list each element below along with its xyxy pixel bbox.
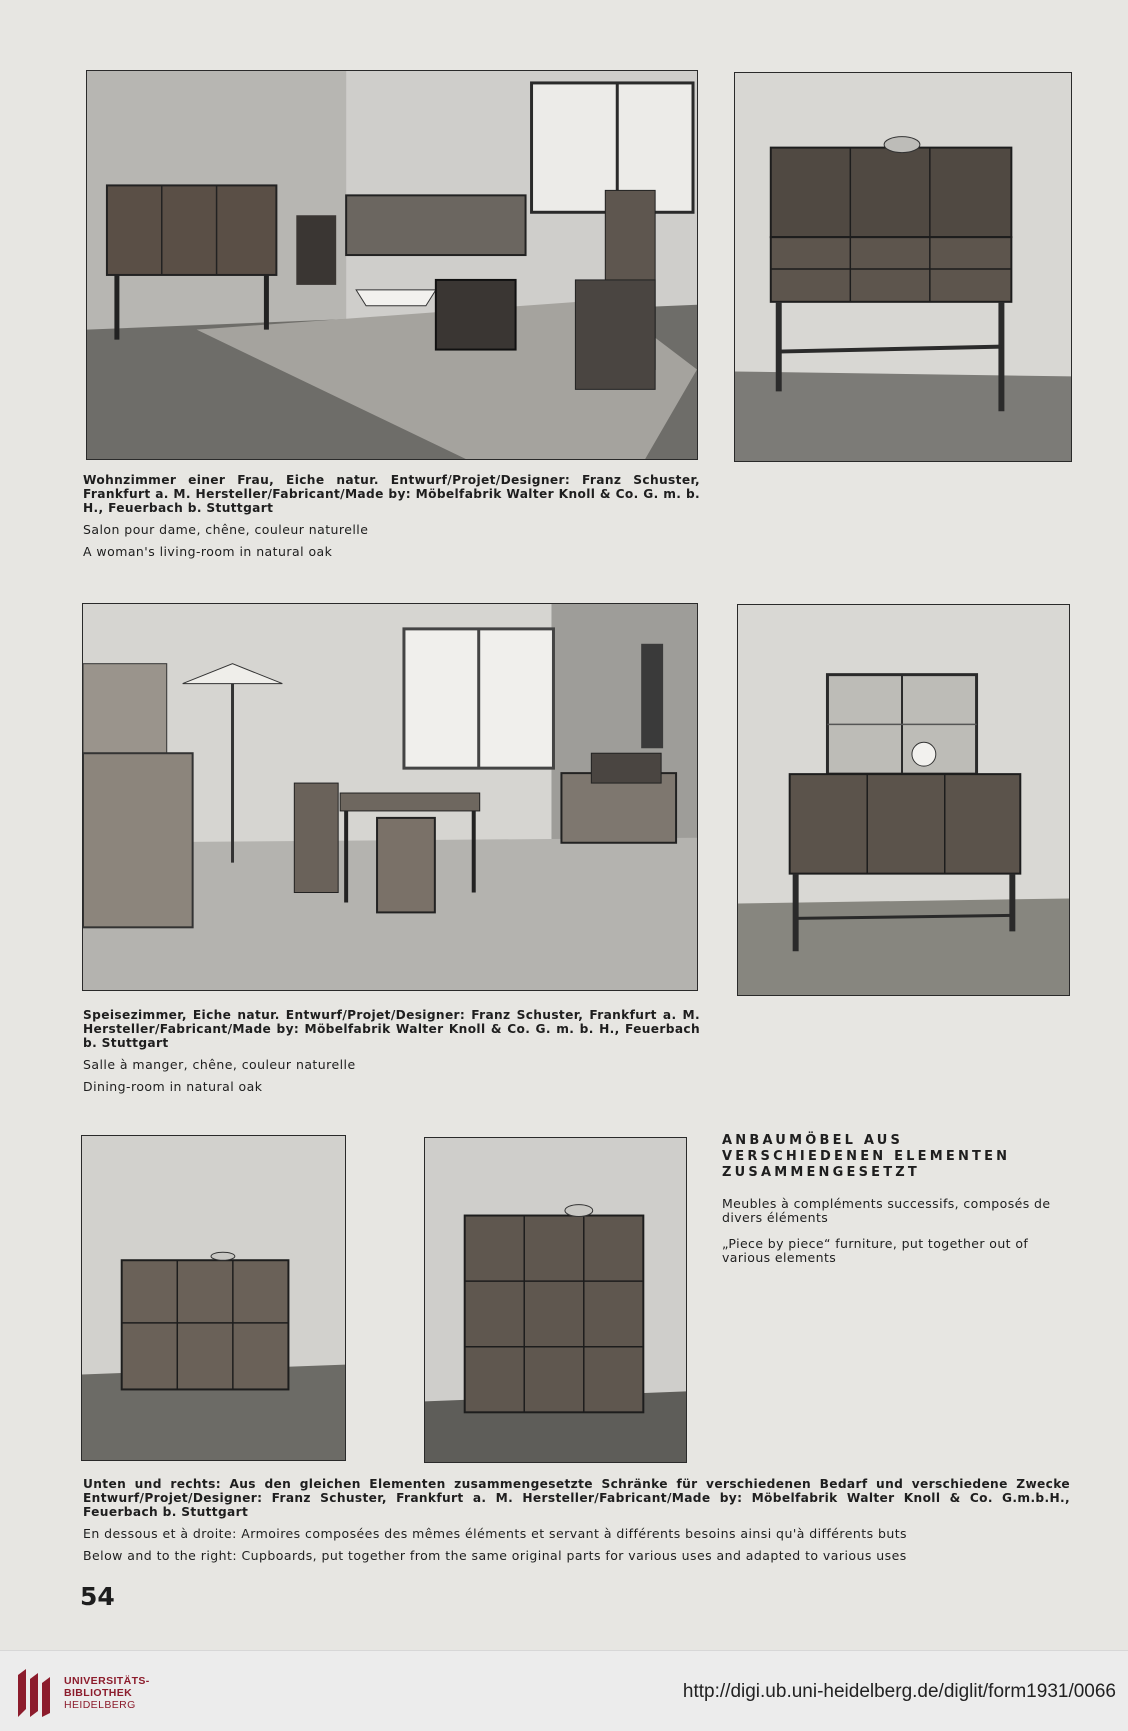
caption-dining-room — [83, 1008, 700, 1094]
caption-living-room-fr: Salon pour dame, chêne, couleur naturelle — [83, 522, 369, 537]
page-number: 54 — [80, 1582, 115, 1611]
caption-living-room — [83, 473, 700, 559]
photo-tall-cupboard — [424, 1137, 687, 1463]
footer-bar — [0, 1650, 1128, 1731]
caption-living-room-en: A woman's living-room in natural oak — [83, 544, 333, 559]
caption-cupboards-en: Below and to the right: Cupboards, put together from the same original parts for various uses and adapted to various uses — [83, 1548, 907, 1563]
caption-cupboards-fr: En dessous et à droite: Armoires composées des mêmes éléments et servant à différents besoins ainsi qu'à différents buts — [83, 1526, 908, 1541]
section-heading: ANBAUMÖBEL AUS VERSCHIEDENEN ELEMENTEN ZUSAMMENGESETZT — [722, 1133, 1011, 1180]
logo-line-1: UNIVERSITÄTS- — [64, 1675, 150, 1687]
logo-line-2: BIBLIOTHEK — [64, 1687, 133, 1699]
caption-dining-room-credits: Speisezimmer, Eiche natur. Entwurf/Projet/Designer: Franz Schuster, Frankfurt a. M. Hersteller/Fabricant/Made by: Möbelfabrik Walter Knoll & Co. G. m. b. H., Feuerbach b. Stuttgart — [83, 1008, 700, 1050]
caption-dining-room-fr: Salle à manger, chêne, couleur naturelle — [83, 1057, 356, 1072]
photo-living-room — [86, 70, 698, 460]
caption-dining-room-en: Dining-room in natural oak — [83, 1079, 263, 1094]
section-heading-fr: Meubles à compléments successifs, composés de divers éléments — [722, 1196, 1051, 1225]
university-logo-text[interactable] — [64, 1675, 150, 1711]
photo-glass-cabinet — [737, 604, 1070, 996]
photo-low-cupboard — [81, 1135, 346, 1461]
caption-living-room-credits: Wohnzimmer einer Frau, Eiche natur. Entwurf/Projet/Designer: Franz Schuster, Frankfurt a. M. Hersteller/Fabricant/Made by: Möbelfabrik Walter Knoll & Co. G. m. b. H., Feuerbach b. Stuttgart — [83, 473, 700, 515]
logo-line-3: HEIDELBERG — [64, 1699, 136, 1711]
university-logo-icon — [12, 1665, 54, 1721]
photo-cabinet-tall — [734, 72, 1072, 462]
caption-cupboards — [83, 1477, 1070, 1563]
photo-dining-room — [82, 603, 698, 991]
section-heading-en: „Piece by piece“ furniture, put together out of various elements — [722, 1236, 1029, 1265]
caption-cupboards-credits: Unten und rechts: Aus den gleichen Elementen zusammengesetzte Schränke für verschiedenen Bedarf und verschiedene Zwecke Entwurf/Projet/Designer: Franz Schuster, Frankfurt a. M. Hersteller/Fabricant/Made by: Möbelfabrik Walter Knoll & Co. G.m.b.H., Feuerbach b. Stuttgart — [83, 1477, 1070, 1519]
source-url-link[interactable]: http://digi.ub.uni-heidelberg.de/diglit/form1931/0066 — [682, 1681, 1116, 1702]
section-heading-block — [722, 1133, 1070, 1265]
